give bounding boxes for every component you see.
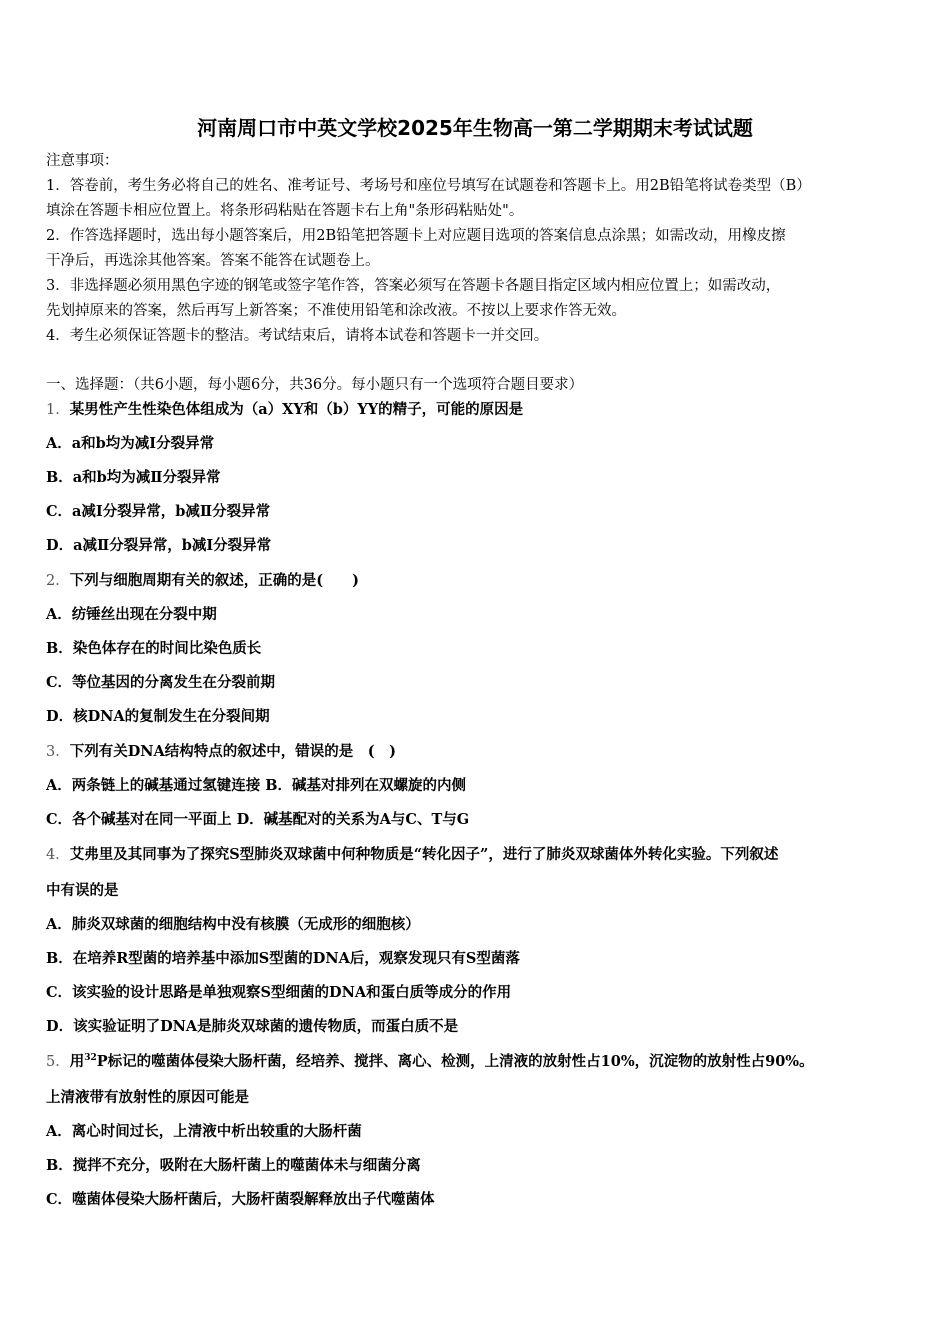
notice-line: 干净后，再选涂其他答案。答案不能答在试题卷上。 <box>46 253 380 269</box>
section-heading: 一、选择题：（共6小题，每小题6分，共36分。每小题只有一个选项符合题目要求） <box>46 377 584 393</box>
option-b: B．搅拌不充分，吸附在大肠杆菌上的噬菌体未与细菌分离 <box>46 1157 421 1174</box>
notice-line: 3．非选择题必须用黑色字迹的钢笔或签字笔作答，答案必须写在答题卡各题目指定区域内相应位置上；如需改动， <box>46 278 781 294</box>
question-3 <box>46 742 396 762</box>
question-stem: 下列与细胞周期有关的叙述，正确的是( ) <box>69 572 359 589</box>
notice-line: 1．答卷前，考生务必将自己的姓名、准考证号、考场号和座位号填写在试题卷和答题卡上。用2B铅笔将试卷类型（B） <box>46 178 811 194</box>
option-d: D．a减Ⅱ分裂异常，b减Ⅰ分裂异常 <box>46 537 272 554</box>
option-c: C．噬菌体侵染大肠杆菌后，大肠杆菌裂解释放出子代噬菌体 <box>46 1191 435 1208</box>
notice-line: 填涂在答题卡相应位置上。将条形码粘贴在答题卡右上角"条形码粘贴处"。 <box>46 203 524 219</box>
notice-heading: 注意事项： <box>46 153 119 169</box>
option-a: A．纺锤丝出现在分裂中期 <box>46 606 217 623</box>
question-stem: 艾弗里及其同事为了探究S型肺炎双球菌中何种物质是“转化因子”，进行了肺炎双球菌体外转化实验。下列叙述 <box>69 846 779 863</box>
option-d: D．核DNA的复制发生在分裂间期 <box>46 708 270 725</box>
question-5 <box>46 1052 814 1072</box>
question-number: 2． <box>46 573 70 589</box>
question-stem-continued: 中有误的是 <box>46 882 119 899</box>
question-2 <box>46 571 359 591</box>
option-b: B．a和b均为减Ⅱ分裂异常 <box>46 469 221 486</box>
option-a: A．肺炎双球菌的细胞结构中没有核膜（无成形的细胞核） <box>46 916 420 933</box>
question-number: 4． <box>46 847 70 863</box>
question-1 <box>46 400 523 420</box>
question-stem: 下列有关DNA结构特点的叙述中，错误的是 ( ) <box>69 743 397 760</box>
option-a: A．a和b均为减Ⅰ分裂异常 <box>46 435 215 452</box>
option-b: B．在培养R型菌的培养基中添加S型菌的DNA后，观察发现只有S型菌落 <box>46 950 520 967</box>
option-ab: A．两条链上的碱基通过氢键连接 B．碱基对排列在双螺旋的内侧 <box>46 777 467 794</box>
question-stem: 用 <box>69 1053 85 1070</box>
option-c: C．该实验的设计思路是单独观察S型细菌的DNA和蛋白质等成分的作用 <box>46 984 512 1001</box>
option-c: C．a减Ⅰ分裂异常，b减Ⅱ分裂异常 <box>46 503 271 520</box>
option-d: D．该实验证明了DNA是肺炎双球菌的遗传物质，而蛋白质不是 <box>46 1018 459 1035</box>
question-stem-continued: 上清液带有放射性的原因可能是 <box>46 1089 249 1106</box>
notice-line: 4．考生必须保证答题卡的整洁。考试结束后，请将本试卷和答题卡一并交回。 <box>46 328 549 344</box>
notice-line: 先划掉原来的答案，然后再写上新答案；不准使用铅笔和涂改液。不按以上要求作答无效。 <box>46 303 626 319</box>
question-4 <box>46 845 778 865</box>
question-number: 1． <box>46 402 70 418</box>
option-c: C．等位基因的分离发生在分裂前期 <box>46 674 276 691</box>
option-cd: C．各个碱基对在同一平面上 D．碱基配对的关系为A与C、T与G <box>46 811 470 828</box>
isotope-superscript: 32 <box>84 1053 97 1063</box>
option-b: B．染色体存在的时间比染色质长 <box>46 640 262 657</box>
notice-line: 2．作答选择题时，选出每小题答案后，用2B铅笔把答题卡上对应题目选项的答案信息点涂黑；如需改动，用橡皮擦 <box>46 228 786 244</box>
question-stem: P标记的噬菌体侵染大肠杆菌，经培养、搅拌、离心、检测，上清液的放射性占10%，沉淀物的放射性占90%。 <box>96 1053 814 1070</box>
question-stem: 某男性产生性染色体组成为（a）XY和（b）YY的精子，可能的原因是 <box>69 401 524 418</box>
page-title: 河南周口市中英文学校2025年生物高一第二学期期末考试试题 <box>197 116 753 140</box>
question-number: 5． <box>46 1054 70 1070</box>
question-number: 3． <box>46 744 70 760</box>
option-a: A．离心时间过长，上清液中析出较重的大肠杆菌 <box>46 1123 362 1140</box>
